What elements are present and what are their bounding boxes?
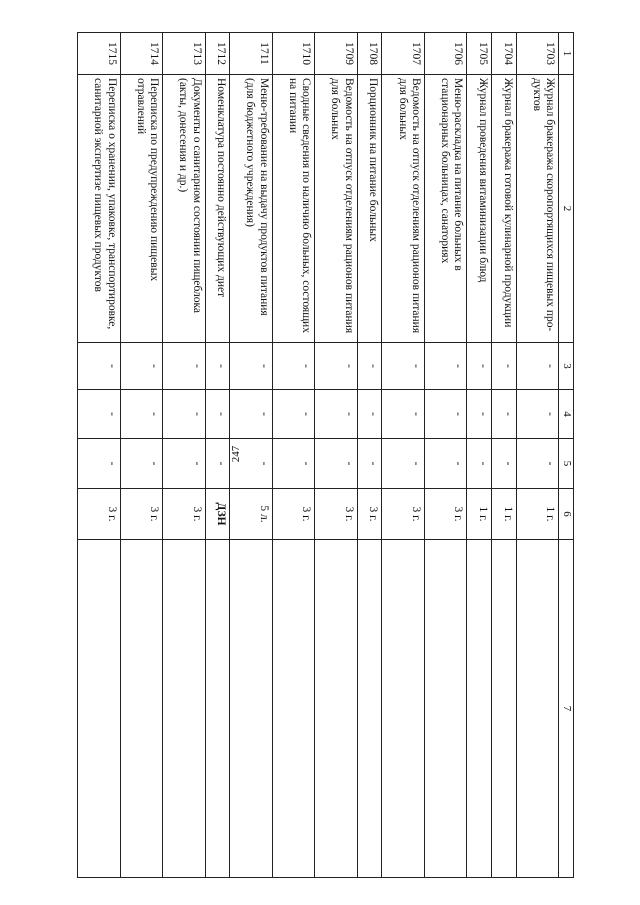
- row-title: Ведомость на отпуск отделениям рационов питания для больных: [382, 75, 424, 343]
- row-title: Меню-раскладка на питание больных в стационарных больницах, санаториях: [424, 75, 466, 343]
- table-row: [491, 33, 516, 878]
- header-cell: 1: [559, 33, 574, 75]
- row-title: Ведомость на отпуск отделениям рационов питания для больных: [315, 75, 357, 343]
- row-retention: 3 г.: [382, 489, 424, 540]
- row-col5: -: [357, 439, 382, 489]
- table-row: [163, 33, 205, 878]
- row-col3: -: [424, 343, 466, 390]
- row-col3: -: [205, 343, 230, 390]
- table-row: [467, 33, 492, 878]
- row-notes: [315, 540, 357, 878]
- table-row: [357, 33, 382, 878]
- row-col3: -: [382, 343, 424, 390]
- row-col4: -: [382, 390, 424, 439]
- row-col4: -: [467, 390, 492, 439]
- row-notes: [78, 540, 121, 878]
- row-col3: -: [357, 343, 382, 390]
- row-title: Сводные сведения по наличию больных, состоящих на питании: [272, 75, 314, 343]
- row-col5: -: [491, 439, 516, 489]
- table-row: [205, 33, 230, 878]
- row-col5: -: [78, 439, 121, 489]
- row-col4: -: [357, 390, 382, 439]
- row-col5: -: [205, 439, 230, 489]
- row-notes: [516, 540, 558, 878]
- row-number: 1706: [424, 33, 466, 75]
- row-col4: -: [516, 390, 558, 439]
- row-col5: -: [120, 439, 162, 489]
- row-number: 1705: [467, 33, 492, 75]
- row-col3: -: [491, 343, 516, 390]
- row-title: Журнал проведения витаминизации блюд: [467, 75, 492, 343]
- row-notes: [205, 540, 230, 878]
- row-col5: -: [382, 439, 424, 489]
- row-col5: -: [272, 439, 314, 489]
- row-notes: [467, 540, 492, 878]
- row-notes: [357, 540, 382, 878]
- row-number: 1713: [163, 33, 205, 75]
- row-col5: -: [516, 439, 558, 489]
- row-retention: 1 г.: [516, 489, 558, 540]
- table-header-row: [559, 33, 574, 878]
- row-col5: -: [230, 439, 272, 489]
- row-retention: 1 г.: [467, 489, 492, 540]
- row-retention: 3 г.: [163, 489, 205, 540]
- row-retention: 3 г.: [120, 489, 162, 540]
- row-col4: -: [272, 390, 314, 439]
- row-retention: 3 г.: [315, 489, 357, 540]
- row-number: 1710: [272, 33, 314, 75]
- row-notes: [163, 540, 205, 878]
- row-number: 1704: [491, 33, 516, 75]
- row-number: 1707: [382, 33, 424, 75]
- row-notes: [424, 540, 466, 878]
- row-retention: ДЗН: [205, 489, 230, 540]
- table-row: [315, 33, 357, 878]
- header-cell: 4: [559, 390, 574, 439]
- row-col3: -: [78, 343, 121, 390]
- row-title: Номенклатура постоянно действующих диет: [205, 75, 230, 343]
- table-row: [382, 33, 424, 878]
- row-col3: -: [315, 343, 357, 390]
- table-row: [78, 33, 121, 878]
- row-col4: -: [78, 390, 121, 439]
- row-retention: 3 г.: [424, 489, 466, 540]
- header-cell: 2: [559, 75, 574, 343]
- row-title: Документы о санитарном состоянии пищеблока (акты, донесения и др.): [163, 75, 205, 343]
- row-notes: [382, 540, 424, 878]
- row-title: Журнал бракеража готовой кулинарной продукции: [491, 75, 516, 343]
- header-cell: 6: [559, 489, 574, 540]
- row-number: 1715: [78, 33, 121, 75]
- row-col3: -: [163, 343, 205, 390]
- row-title: Меню-требование на выдачу продуктов питания (для бюджетного учреждения): [230, 75, 272, 343]
- row-number: 1711: [230, 33, 272, 75]
- row-retention: 3 г.: [357, 489, 382, 540]
- row-col3: -: [467, 343, 492, 390]
- row-col5: -: [467, 439, 492, 489]
- row-title: Переписка о хранении, упаковке, транспортировке, санитарной экспертизе пищевых продуктов: [78, 75, 121, 343]
- row-title: Порционник на питание больных: [357, 75, 382, 343]
- table-row: [120, 33, 162, 878]
- row-number: 1709: [315, 33, 357, 75]
- archive-table-rotated: [77, 32, 574, 877]
- row-col5: -: [424, 439, 466, 489]
- row-col5: -: [163, 439, 205, 489]
- row-col3: -: [120, 343, 162, 390]
- row-notes: [272, 540, 314, 878]
- row-col3: -: [516, 343, 558, 390]
- page-number: 247: [230, 445, 242, 463]
- row-col3: -: [230, 343, 272, 390]
- row-notes: [230, 540, 272, 878]
- header-cell: 5: [559, 439, 574, 489]
- row-col4: -: [491, 390, 516, 439]
- row-retention: 5 л.: [230, 489, 272, 540]
- row-title: Журнал бракеража скоропортящихся пищевых про-дуктов: [516, 75, 558, 343]
- row-col4: -: [424, 390, 466, 439]
- row-number: 1714: [120, 33, 162, 75]
- table-row: [272, 33, 314, 878]
- row-col4: -: [230, 390, 272, 439]
- row-number: 1708: [357, 33, 382, 75]
- row-col4: -: [205, 390, 230, 439]
- table-row: [230, 33, 272, 878]
- row-col3: -: [272, 343, 314, 390]
- row-retention: 1 г.: [491, 489, 516, 540]
- row-retention: 3 г.: [272, 489, 314, 540]
- row-retention: 3 г.: [78, 489, 121, 540]
- row-title: Переписка по предупреждению пищевых отравлений: [120, 75, 162, 343]
- row-number: 1703: [516, 33, 558, 75]
- row-number: 1712: [205, 33, 230, 75]
- header-cell: 7: [559, 540, 574, 878]
- row-col5: -: [315, 439, 357, 489]
- row-col4: -: [315, 390, 357, 439]
- row-notes: [491, 540, 516, 878]
- header-cell: 3: [559, 343, 574, 390]
- row-notes: [120, 540, 162, 878]
- row-col4: -: [120, 390, 162, 439]
- row-col4: -: [163, 390, 205, 439]
- table-row: [424, 33, 466, 878]
- table-row: [516, 33, 558, 878]
- document-table: [77, 32, 574, 878]
